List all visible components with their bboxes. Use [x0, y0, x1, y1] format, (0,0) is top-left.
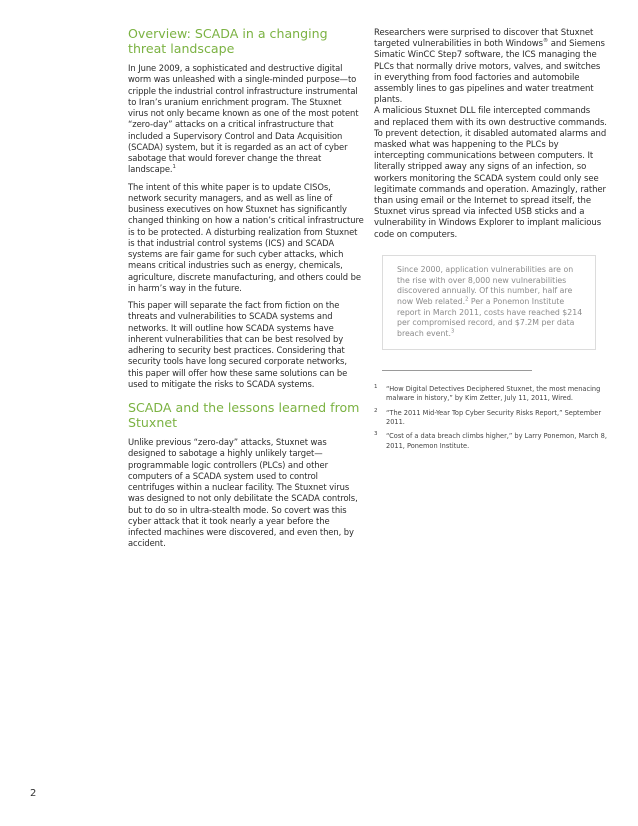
callout-text-b: Per a Ponemon Institute report in March 2011, costs have reached $214 per compromised record, and $7.2M per data breach event. — [397, 296, 583, 339]
paragraph-zero-day: Unlike previous “zero-day” attacks, Stuxnet was designed to sabotage a highly unlikely target—programmable logic controllers (PLCs) and other computers of a SCADA system used to control centrifuges within a nuclear facility. The Stuxnet virus was designed to not only debilitate the SCADA controls, but to do so in ultra-stealth mode. So covert was this cyber attack that it took nearly a year before the infected machines were discovered, and even then, by accident. — [128, 437, 358, 549]
registered-mark: ® — [543, 38, 549, 45]
footnote-text: “How Digital Detectives Deciphered Stuxnet, the most menacing malware in history,” by Kim Zetter, July 11, 2011, Wired. — [386, 384, 601, 403]
paragraph-intent: The intent of this white paper is to update CISOs, network security managers, and as well as line of business executives on how Stuxnet has significantly changed thinking on how a nation’s critical infrastructure is to be protected. A disturbing realization from Stuxnet is that industrial control systems (ICS) and SCADA systems are fair game for such cyber attacks, which means critical industries such as energy, chemicals, agriculture, discrete manufacturing, and others could be in harm’s way in the future. — [128, 181, 364, 293]
heading-overview: Overview: SCADA in a changing threat landscape — [128, 26, 328, 56]
footnote-item — [374, 385, 608, 404]
footnote-number: 2 — [374, 407, 378, 414]
paragraph-researchers-text-a: Researchers were surprised to discover that Stuxnet targeted vulnerabilities in both Windows — [374, 28, 594, 50]
footnote-number: 1 — [374, 383, 378, 390]
paragraph-dll: A malicious Stuxnet DLL file intercepted commands and replaced them with its own destructive commands. To prevent detection, it disabled automated alarms and masked what was happening to the PLCs by intercepting communications between computers. It literally stripped away any signs of an infection, so workers monitoring the SCADA system could only see legitimate commands and operation. Amazingly, rather than using email or the Internet to spread itself, the Stuxnet virus spread via infected USB sticks and a vulnerability in Windows Explorer to implant malicious code on computers. — [374, 106, 607, 240]
footnotes — [374, 385, 608, 451]
paragraph-intro — [128, 63, 364, 176]
footnote-text: “Cost of a data breach climbs higher,” by Larry Ponemon, March 8, 2011, Ponemon Institute. — [386, 432, 607, 450]
footnote-number: 3 — [374, 431, 378, 438]
footnote-item — [374, 409, 608, 428]
right-column — [374, 28, 608, 456]
paragraph-researchers-text-b: and Siemens Simatic WinCC Step7 software, the ICS managing the PLCs that normally drive motors, valves, and switches in everything from food factories and automobile assembly lines to gas pipelines and water treatment plants. — [374, 39, 605, 106]
heading-lessons: SCADA and the lessons learned from Stuxnet — [128, 400, 360, 430]
paragraph-intro-text: In June 2009, a sophisticated and destructive digital worm was unleashed with a single-minded purpose—to cripple the industrial control infrastructure instrumental to Iran’s uranium enrichment program. The Stuxnet virus not only became known as one of the most potent “zero-day” attacks on a critical infrastructure that included a Supervisory Control and Data Acquisition (SCADA) system, but it is regarded as an act of cyber sabotage that would forever change the threat landscape. — [128, 63, 359, 175]
page-number: 2 — [30, 788, 37, 799]
footnote-ref-2[interactable]: 2 — [465, 296, 469, 303]
callout-text — [397, 265, 587, 340]
left-column — [128, 26, 364, 556]
footnote-ref-3[interactable]: 3 — [450, 328, 455, 335]
footnote-item — [374, 432, 608, 451]
footnote-text: “The 2011 Mid-Year Top Cyber Security Risks Report,” September 2011. — [386, 408, 602, 426]
footnote-divider — [382, 370, 532, 371]
paragraph-scope: This paper will separate the fact from fiction on the threats and vulnerabilities to SCADA systems and networks. It will outline how SCADA systems have inherent vulnerabilities that can be best resolved by adhering to security best practices. Considering that security tools have long secured corporate networks, this paper will offer how these same solutions can be used to mitigate the risks to SCADA systems. — [128, 300, 348, 389]
footnote-ref-1[interactable]: 1 — [172, 164, 176, 171]
callout-box — [382, 255, 596, 350]
callout-text-a: Since 2000, application vulnerabilities are on the rise with over 8,000 new vulnerabilities discovered annually. Of this number, half are now Web related. — [397, 264, 574, 306]
paragraph-researchers — [374, 28, 608, 106]
